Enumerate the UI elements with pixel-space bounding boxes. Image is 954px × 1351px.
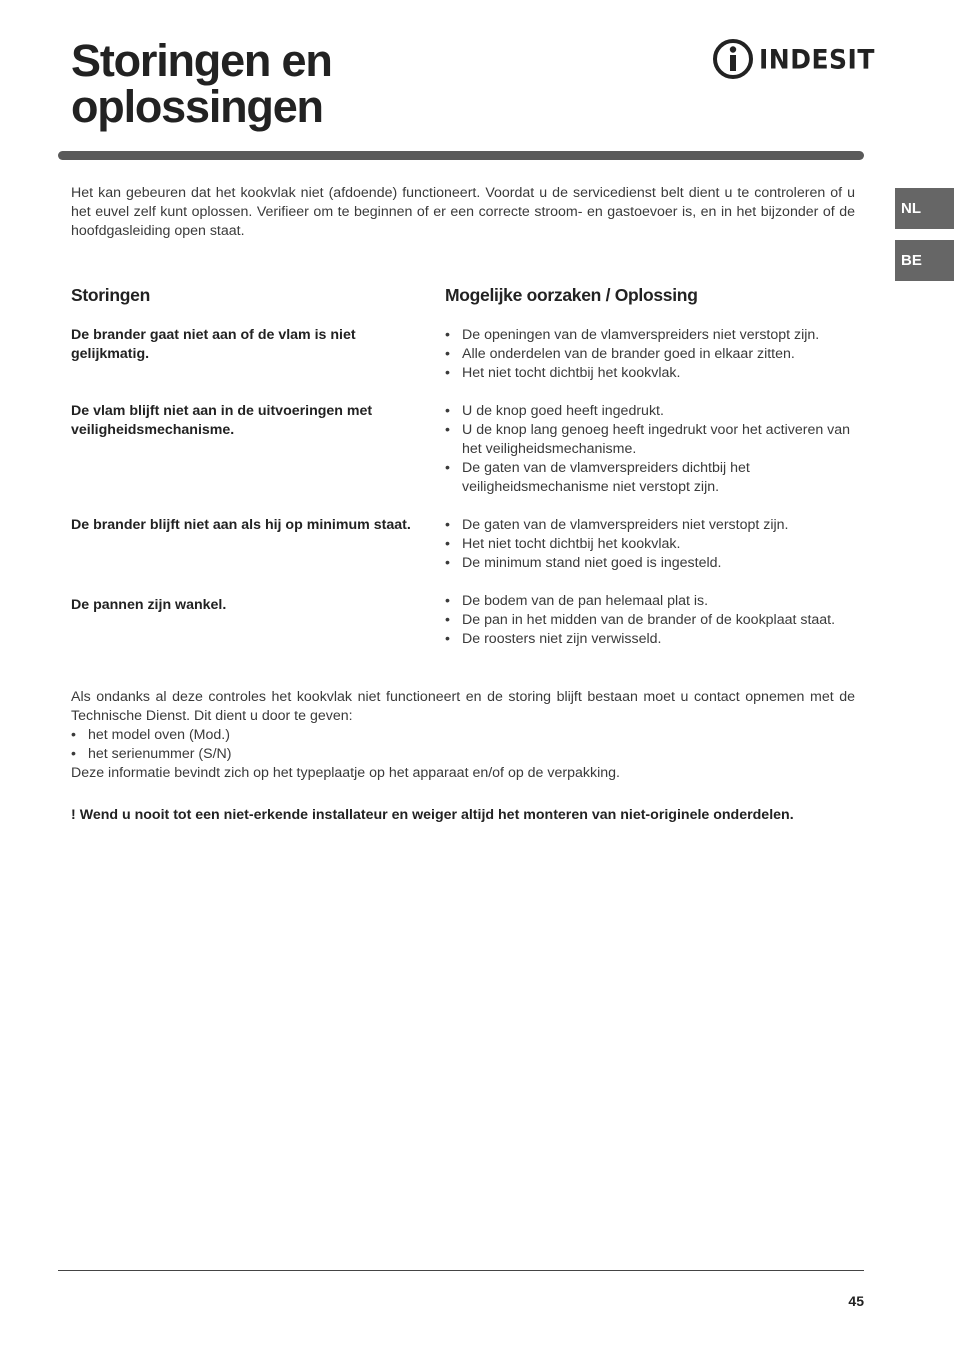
- indesit-logo-icon: [712, 38, 754, 80]
- fault-4: De pannen zijn wankel.: [71, 597, 227, 613]
- list-item: • De roosters niet zijn verwisseld.: [445, 631, 662, 647]
- contact-paragraph: Als ondanks al deze controles het kookvlak niet functioneert en de storing blijft bestaan moet u contact opnemen met de Technische Dienst. Dit dient u door te geven:: [71, 689, 855, 724]
- bullet: •: [445, 631, 450, 647]
- bullet: •: [445, 555, 450, 571]
- fault-1: De brander gaat niet aan of de vlam is niet gelijkmatig.: [71, 327, 356, 362]
- solutions-heading: Mogelijke oorzaken / Oplossing: [445, 285, 698, 305]
- language-tab-nl[interactable]: NL: [895, 188, 954, 229]
- bullet: •: [71, 746, 76, 762]
- title-divider: [58, 151, 864, 160]
- contact-section: [71, 688, 855, 783]
- page-title: [71, 35, 491, 132]
- list-item: • Het niet tocht dichtbij het kookvlak.: [445, 365, 681, 381]
- bullet: •: [445, 517, 450, 533]
- title-line-2: oplossingen: [71, 81, 323, 132]
- bullet: •: [445, 422, 450, 438]
- bullet: •: [445, 460, 450, 476]
- intro-paragraph: Het kan gebeuren dat het kookvlak niet (afdoende) functioneert. Voordat u de servicedienst belt dient u te controleren of u het euvel zelf kunt oplossen. Verifieer om te beginnen of er een correcte stroom- en gastoevoer is, en in het bijzonder of de hoofdgasleiding open staat.: [71, 185, 855, 239]
- info-location-paragraph: Deze informatie bevindt zich op het typeplaatje op het apparaat en/of op de verpakking.: [71, 765, 620, 781]
- bullet: •: [445, 327, 450, 343]
- bullet: •: [445, 593, 450, 609]
- title-line-1: Storingen en: [71, 35, 332, 86]
- bullet: •: [445, 346, 450, 362]
- warning-note: [71, 806, 871, 825]
- bullet: •: [445, 365, 450, 381]
- footer-divider: [58, 1270, 864, 1271]
- bullet: •: [445, 403, 450, 419]
- brand-logo: [712, 36, 875, 82]
- list-item: • het model oven (Mod.): [71, 727, 230, 743]
- solution-list-4: [445, 592, 865, 649]
- warning-mark: !: [71, 807, 76, 823]
- list-item: • Het niet tocht dichtbij het kookvlak.: [445, 536, 681, 552]
- list-item: • De openingen van de vlamverspreiders niet verstopt zijn.: [445, 327, 820, 343]
- language-tab-be[interactable]: BE: [895, 240, 954, 281]
- brand-name: INDESIT: [759, 43, 875, 75]
- list-item: • Alle onderdelen van de brander goed in elkaar zitten.: [445, 346, 795, 362]
- list-item: • U de knop goed heeft ingedrukt.: [445, 403, 664, 419]
- bullet: •: [445, 536, 450, 552]
- list-item: • De bodem van de pan helemaal plat is.: [445, 593, 709, 609]
- contact-info-list: [71, 726, 855, 764]
- fault-3: De brander blijft niet aan als hij op minimum staat.: [71, 517, 411, 533]
- list-item: • De gaten van de vlamverspreiders dichtbij het veiligheidsmechanisme niet verstopt zijn.: [445, 460, 750, 495]
- solution-list-1: [445, 326, 865, 383]
- page-number: 45: [848, 1293, 864, 1309]
- solution-list-2: [445, 402, 865, 497]
- list-item: • het serienummer (S/N): [71, 746, 232, 762]
- bullet: •: [71, 727, 76, 743]
- warning-text: Wend u nooit tot een niet-erkende installateur en weiger altijd het monteren van niet-originele onderdelen.: [79, 807, 794, 823]
- fault-2: De vlam blijft niet aan in de uitvoeringen met veiligheidsmechanisme.: [71, 403, 373, 438]
- list-item: • De pan in het midden van de brander of de kookplaat staat.: [445, 612, 836, 628]
- bullet: •: [445, 612, 450, 628]
- list-item: • De gaten van de vlamverspreiders niet verstopt zijn.: [445, 517, 789, 533]
- faults-heading: Storingen: [71, 285, 150, 305]
- solution-list-3: [445, 516, 865, 573]
- list-item: • De minimum stand niet goed is ingesteld.: [445, 555, 722, 571]
- list-item: • U de knop lang genoeg heeft ingedrukt voor het activeren van het veiligheidsmechanisme.: [445, 422, 851, 457]
